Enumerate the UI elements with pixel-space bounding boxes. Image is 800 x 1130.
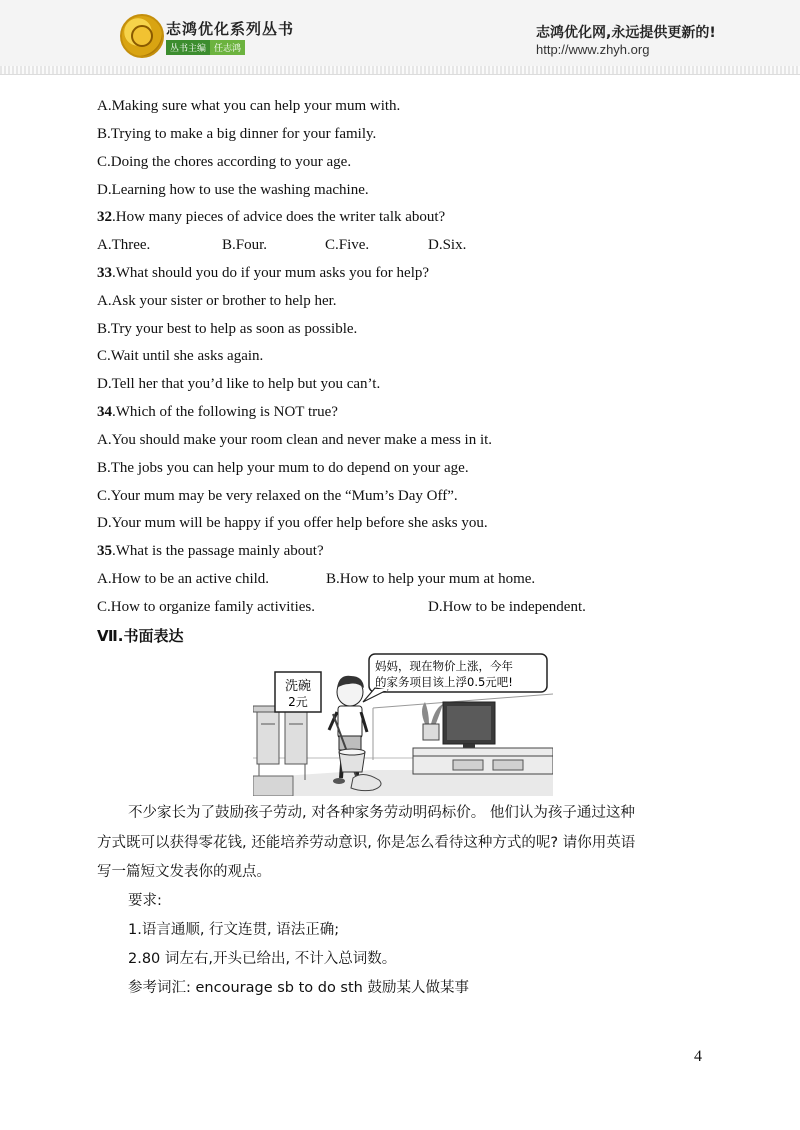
q33-option-b: B.Try your best to help as soon as possible.	[97, 321, 358, 337]
series-logo-icon	[120, 14, 164, 58]
series-title: 志鸿优化系列丛书	[166, 20, 295, 38]
q35-options-row1	[97, 569, 697, 589]
q34-option-a: A.You should make your room clean and never make a mess in it.	[97, 432, 493, 448]
q33-option-d: D.Tell her that you’d like to help but you can’t.	[97, 376, 381, 392]
bubble-line2: 的家务项目该上浮0.5元吧!	[375, 675, 513, 689]
q32-text: .How many pieces of advice does the writer talk about?	[112, 209, 446, 225]
q35-option-d: D.How to be independent.	[428, 599, 586, 615]
header-url: http://www.zhyh.org	[536, 42, 650, 57]
price-sign	[275, 672, 321, 712]
bucket	[339, 749, 365, 772]
q34-option-c: C.Your mum may be very relaxed on the “Mum’s Day Off”.	[97, 488, 458, 504]
requirement-2: 2.80 词左右,开头已给出, 不计入总词数。	[128, 951, 397, 967]
prompt-line-2: 方式既可以获得零花钱, 还能培养劳动意识, 你是怎么看待这种方式的呢? 请你用英语	[97, 835, 636, 851]
sign-line2: 2元	[288, 695, 308, 709]
q35-option-a: A.How to be an active child.	[97, 571, 270, 587]
reference-vocab: 参考词汇: encourage sb to do sth 鼓励某人做某事	[128, 980, 469, 996]
header-slogan: 志鸿优化网,永远提供更新的!	[536, 25, 716, 41]
q35-option-c: C.How to organize family activities.	[97, 599, 316, 615]
prompt-line-1: 不少家长为了鼓励孩子劳动, 对各种家务劳动明码标价。 他们认为孩子通过这种	[128, 805, 635, 821]
q33-question	[97, 263, 429, 283]
q32-number: 32	[97, 209, 112, 225]
sign-line1: 洗碗	[284, 679, 312, 694]
q32-option-b: B.Four.	[222, 237, 268, 253]
header-divider	[0, 66, 800, 74]
q31-option-d: D.Learning how to use the washing machine.	[97, 182, 369, 198]
q32-options	[97, 235, 497, 255]
q34-number: 34	[97, 404, 112, 420]
q33-text: .What should you do if your mum asks you for help?	[112, 265, 430, 281]
q34-question	[97, 402, 338, 422]
q33-option-c: C.Wait until she asks again.	[97, 348, 264, 364]
chores-illustration	[253, 650, 553, 796]
section-title: Ⅶ.书面表达	[97, 627, 184, 645]
page-number: 4	[694, 1048, 702, 1065]
q35-number: 35	[97, 543, 112, 559]
prompt-line-3: 写一篇短文发表你的观点。	[97, 864, 271, 880]
q35-question	[97, 541, 324, 561]
editor-label: 丛书主编	[166, 40, 210, 55]
q32-option-d: D.Six.	[428, 237, 467, 253]
requirements-title: 要求:	[128, 893, 162, 909]
q35-option-b: B.How to help your mum at home.	[326, 571, 536, 587]
editor-name: 任志鸿	[210, 40, 245, 55]
q32-option-a: A.Three.	[97, 237, 151, 253]
page-header	[0, 0, 800, 75]
q35-options-row2	[97, 597, 697, 617]
q32-option-c: C.Five.	[325, 237, 370, 253]
q31-option-a: A.Making sure what you can help your mum with.	[97, 98, 401, 114]
q31-option-c: C.Doing the chores according to your age.	[97, 154, 352, 170]
requirement-1: 1.语言通顺, 行文连贯, 语法正确;	[128, 922, 340, 938]
q34-option-d: D.Your mum will be happy if you offer help before she asks you.	[97, 515, 488, 531]
q32-question	[97, 207, 445, 227]
q34-text: .Which of the following is NOT true?	[112, 404, 338, 420]
bubble-line1: 妈妈，现在物价上涨，今年	[375, 659, 513, 673]
q35-text: .What is the passage mainly about?	[112, 543, 324, 559]
q33-number: 33	[97, 265, 112, 281]
q34-option-b: B.The jobs you can help your mum to do depend on your age.	[97, 460, 469, 476]
q33-option-a: A.Ask your sister or brother to help her.	[97, 293, 337, 309]
q31-option-b: B.Trying to make a big dinner for your family.	[97, 126, 377, 142]
